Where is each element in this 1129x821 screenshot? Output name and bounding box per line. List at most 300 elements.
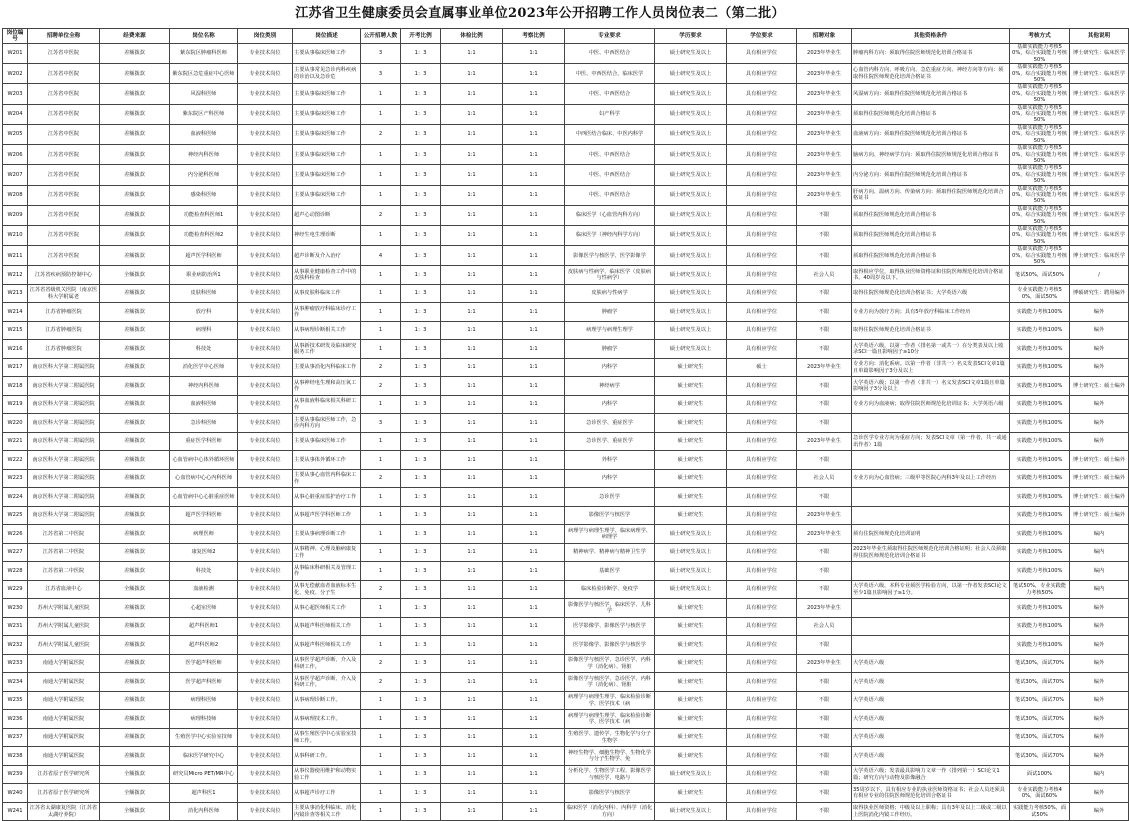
table-cell: 1：3: [401, 395, 441, 414]
table-row: [3, 451, 1129, 470]
table-cell: 差额拨款: [100, 395, 170, 414]
table-cell: 脑病方向、神经病学方向：须取得住院医师规范化培训合格证书: [852, 145, 1010, 165]
table-cell: 1:1: [441, 562, 503, 581]
table-cell: 大学英语六级: [852, 691, 1010, 710]
table-cell: 1：3: [401, 266, 441, 285]
table-cell: 硕士研究生及以上: [655, 145, 727, 165]
table-cell: W209: [3, 205, 28, 225]
table-cell: 具有相应学位: [727, 377, 797, 396]
table-cell: 差额拨款: [100, 321, 170, 340]
table-cell: 差额拨款: [100, 246, 170, 266]
table-cell: 内科学: [565, 395, 655, 414]
table-cell: 1:1: [503, 377, 565, 396]
table-cell: W216: [3, 340, 28, 359]
table-cell: 差额拨款: [100, 691, 170, 710]
table-cell: 1：3: [401, 654, 441, 673]
table-cell: 2: [361, 580, 401, 599]
table-row: [3, 358, 1129, 377]
table-cell: 1：3: [401, 358, 441, 377]
table-cell: 病理学与病理生理学、临床病理学、病理学: [565, 525, 655, 544]
table-cell: 心超室医师: [170, 599, 238, 618]
table-cell: 1: [361, 451, 401, 470]
table-cell: 1:1: [441, 377, 503, 396]
table-cell: 职业病防治所1: [170, 266, 238, 285]
table-cell: 1:1: [441, 543, 503, 562]
table-cell: 康复医师2: [170, 543, 238, 562]
table-cell: 1: [361, 747, 401, 766]
table-cell: 实践能力考核100%: [1010, 562, 1070, 581]
table-cell: 影像医学与核医学: [565, 784, 655, 803]
table-cell: 具有相应学位: [727, 488, 797, 507]
table-cell: 从事血液科临床相关科研工作: [293, 395, 361, 414]
table-cell: 急诊医学: [565, 488, 655, 507]
table-cell: 临床医学（心血管内科方向）: [565, 205, 655, 225]
table-cell: 1: [361, 802, 401, 821]
table-cell: 专业技术岗位: [238, 802, 293, 821]
table-cell: 具有相应学位: [727, 44, 797, 64]
table-cell: 影像医学与核医学、急诊医学、内科学（消化病）、肾脏: [565, 654, 655, 673]
table-cell: 内分泌科医师: [170, 165, 238, 185]
column-header: 学历要求: [655, 29, 727, 44]
table-cell: 差额拨款: [100, 710, 170, 729]
table-cell: 1：3: [401, 225, 441, 245]
table-cell: 编外: [1070, 710, 1129, 729]
table-cell: W237: [3, 728, 28, 747]
table-cell: 南京医科大学第二附属医院: [28, 506, 100, 525]
table-cell: 硕士研究生: [655, 636, 727, 655]
table-row: [3, 747, 1129, 766]
table-cell: 具有相应学位: [727, 765, 797, 784]
table-cell: W206: [3, 145, 28, 165]
column-header: 其他说明: [1070, 29, 1129, 44]
table-cell: 江苏省中医院: [28, 145, 100, 165]
table-cell: 1:1: [503, 414, 565, 433]
table-cell: 从事医学超声诊断、介入及科研工作。: [293, 673, 361, 692]
table-cell: 中医、中西医结合: [565, 165, 655, 185]
table-cell: 不限: [797, 414, 852, 433]
table-cell: 专业技术岗位: [238, 562, 293, 581]
table-cell: 专业技术岗位: [238, 617, 293, 636]
table-cell: 笔试30%，面试70%: [1010, 710, 1070, 729]
table-cell: 基础实践能力考核50%，综合实践能力考核50%: [1010, 246, 1070, 266]
table-cell: 专业技术岗位: [238, 64, 293, 84]
table-cell: 专业技术岗位: [238, 266, 293, 285]
table-cell: 1: [361, 303, 401, 322]
table-cell: W211: [3, 246, 28, 266]
table-cell: 笔试50%，面试50%: [1010, 266, 1070, 285]
table-cell: 差额拨款: [100, 145, 170, 165]
table-cell: 从事病理技术工作。: [293, 710, 361, 729]
table-cell: 实践能力考核100%: [1010, 525, 1070, 544]
table-cell: 差额拨款: [100, 506, 170, 525]
table-cell: 1:1: [441, 488, 503, 507]
table-cell: 1:1: [441, 784, 503, 803]
table-cell: 病理科技师: [170, 710, 238, 729]
table-cell: 心血管病中心心内科医师: [170, 469, 238, 488]
table-cell: [852, 414, 1010, 433]
table-cell: [852, 636, 1010, 655]
table-cell: 1：3: [401, 414, 441, 433]
table-row: [3, 673, 1129, 692]
table-cell: 1：3: [401, 488, 441, 507]
table-cell: 从事心超医师相关工作: [293, 599, 361, 618]
table-cell: 重症医学科医师: [170, 432, 238, 451]
table-cell: 功能检查科医师1: [170, 205, 238, 225]
table-cell: 1:1: [503, 469, 565, 488]
table-cell: 1：3: [401, 321, 441, 340]
table-cell: 研究员Micro PET/MR中心: [170, 765, 238, 784]
table-cell: 1:1: [503, 636, 565, 655]
table-cell: 差额拨款: [100, 636, 170, 655]
table-cell: 编外: [1070, 617, 1129, 636]
table-cell: 专业技术岗位: [238, 225, 293, 245]
table-cell: 2023年毕业生: [797, 84, 852, 104]
table-cell: 紫东院区产科医师: [170, 104, 238, 124]
table-cell: 1:1: [441, 673, 503, 692]
table-cell: 1：3: [401, 303, 441, 322]
table-cell: 专业实践能力考核50%，面试50%: [1010, 284, 1070, 303]
table-cell: 大学英语六级: [852, 710, 1010, 729]
table-cell: 专业技术岗位: [238, 303, 293, 322]
table-cell: 1：3: [401, 340, 441, 359]
table-cell: 硕士研究生: [655, 654, 727, 673]
table-cell: 从事神经电生理和高压氧工作: [293, 377, 361, 396]
table-cell: W232: [3, 636, 28, 655]
table-cell: 1：3: [401, 525, 441, 544]
table-cell: 1:1: [503, 84, 565, 104]
table-cell: 2023年毕业生: [797, 104, 852, 124]
table-cell: W234: [3, 673, 28, 692]
table-cell: 专业技术岗位: [238, 358, 293, 377]
table-cell: W236: [3, 710, 28, 729]
table-cell: W229: [3, 580, 28, 599]
table-cell: 2023年毕业生: [797, 358, 852, 377]
table-cell: W233: [3, 654, 28, 673]
table-cell: 须取得住院医师规范化培训合格证书: [852, 104, 1010, 124]
table-cell: 实践能力考核100%: [1010, 599, 1070, 618]
table-cell: 主要从事消化科临床、消化内镜诊查等相关工作: [293, 802, 361, 821]
table-cell: 感染科医师: [170, 185, 238, 205]
table-cell: 从事科研工作。: [293, 747, 361, 766]
table-cell: 1:1: [441, 145, 503, 165]
table-cell: 不限: [797, 303, 852, 322]
table-cell: 1:1: [441, 710, 503, 729]
table-cell: 博士研究生：临床医学: [1070, 124, 1129, 144]
table-cell: 1：3: [401, 185, 441, 205]
table-cell: 专业技术岗位: [238, 451, 293, 470]
table-cell: 江苏省疾病预防控制中心: [28, 266, 100, 285]
table-cell: 博士研究生：临床医学: [1070, 64, 1129, 84]
table-cell: 不限: [797, 636, 852, 655]
table-cell: 差额拨款: [100, 673, 170, 692]
table-cell: 博士研究生：临床医学: [1070, 84, 1129, 104]
table-cell: 硕士研究生: [655, 599, 727, 618]
table-cell: 实践能力考核100%: [1010, 617, 1070, 636]
table-cell: 紫东院区肿瘤科医师: [170, 44, 238, 64]
table-cell: 具有相应学位: [727, 525, 797, 544]
table-cell: 实践能力考核100%: [1010, 488, 1070, 507]
table-row: [3, 562, 1129, 581]
table-cell: 具有相应学位: [727, 165, 797, 185]
table-cell: 取得相应学位，取得执业医师资格证和住院医师规范化培训合格证书，40周岁及以下。: [852, 266, 1010, 285]
table-cell: 实践能力考核100%: [1010, 636, 1070, 655]
table-cell: 博硕研究生：聘用编外: [1070, 284, 1129, 303]
table-cell: 专业技术岗位: [238, 395, 293, 414]
table-row: [3, 784, 1129, 803]
table-cell: 博士研究生：硕士编外: [1070, 488, 1129, 507]
table-cell: 1：3: [401, 64, 441, 84]
table-cell: 1:1: [441, 104, 503, 124]
table-cell: 1：3: [401, 802, 441, 821]
table-cell: 编内: [1070, 580, 1129, 599]
table-cell: 1:1: [503, 395, 565, 414]
table-cell: 1:1: [503, 205, 565, 225]
table-cell: 1:1: [441, 432, 503, 451]
table-cell: 差额拨款: [100, 124, 170, 144]
table-row: [3, 340, 1129, 359]
table-cell: 苏州大学附属儿童医院: [28, 617, 100, 636]
table-cell: 1:1: [503, 525, 565, 544]
table-cell: 1：3: [401, 205, 441, 225]
table-cell: 具有相应学位: [727, 580, 797, 599]
table-cell: 大学英语六级；发表最具影响力文章一作（排列第一）SCI论文1篇；研究方向与动物及影像融合: [852, 765, 1010, 784]
table-cell: 不限: [797, 284, 852, 303]
table-cell: 差额拨款: [100, 488, 170, 507]
table-cell: 编内: [1070, 525, 1129, 544]
column-header: 经费来源: [100, 29, 170, 44]
table-cell: 2023年毕业生: [797, 432, 852, 451]
table-cell: W212: [3, 266, 28, 285]
table-cell: 中医、中西医结合: [565, 44, 655, 64]
table-cell: 具有相应学位: [727, 673, 797, 692]
table-cell: 1:1: [503, 185, 565, 205]
table-cell: 从事临床科研相关及管理工作: [293, 562, 361, 581]
table-cell: 超声科医师2: [170, 636, 238, 655]
table-cell: 南通大学附属医院: [28, 673, 100, 692]
table-cell: 1: [361, 784, 401, 803]
table-cell: 1:1: [503, 246, 565, 266]
table-cell: 从事新技术研发及临床研究服务工作: [293, 340, 361, 359]
table-row: [3, 84, 1129, 104]
table-cell: 1：3: [401, 246, 441, 266]
table-cell: 主要从事体外循环工作: [293, 451, 361, 470]
table-cell: 实践能力考核100%: [1010, 469, 1070, 488]
table-cell: 消化医学中心医师: [170, 358, 238, 377]
table-cell: 2: [361, 377, 401, 396]
table-cell: 神经生物学、细胞生物学、生物化学与分子生物学、免: [565, 747, 655, 766]
table-cell: 1:1: [503, 710, 565, 729]
table-cell: 硕士研究生及以上: [655, 246, 727, 266]
table-cell: 笔试30%，面试70%: [1010, 673, 1070, 692]
table-cell: 须取得住院医师规范化培训合格证书: [852, 205, 1010, 225]
table-cell: 肿瘤学: [565, 303, 655, 322]
table-cell: 主要从事临床医师工作: [293, 145, 361, 165]
table-row: [3, 710, 1129, 729]
table-cell: 中西医结合临床、中医内科学: [565, 124, 655, 144]
table-cell: 病理科: [170, 321, 238, 340]
table-cell: 编外: [1070, 691, 1129, 710]
table-cell: 江苏省原子医学研究所: [28, 784, 100, 803]
table-cell: 1: [361, 710, 401, 729]
table-cell: 1: [361, 145, 401, 165]
table-cell: 具有相应学位: [727, 246, 797, 266]
table-cell: 2: [361, 205, 401, 225]
table-cell: 1:1: [503, 104, 565, 124]
table-cell: 具有相应学位: [727, 599, 797, 618]
table-cell: 差额拨款: [100, 84, 170, 104]
table-cell: 从事病理诊断相关工作: [293, 321, 361, 340]
table-cell: 具有相应学位: [727, 321, 797, 340]
table-cell: 1:1: [441, 451, 503, 470]
table-cell: 专业技术岗位: [238, 691, 293, 710]
table-cell: 编外: [1070, 599, 1129, 618]
table-cell: 35周岁以下，具有相应专业的执业医师资格证书；社会人员还须具有相应专业的住院医师规范化培训合格证书: [852, 784, 1010, 803]
table-cell: 专业技术岗位: [238, 599, 293, 618]
table-cell: 博士研究生：临床医学: [1070, 225, 1129, 245]
table-cell: 具有相应学位: [727, 303, 797, 322]
table-cell: 不限: [797, 488, 852, 507]
table-cell: 1:1: [441, 691, 503, 710]
table-cell: 专业技术岗位: [238, 469, 293, 488]
table-cell: 实践能力考核100%: [1010, 340, 1070, 359]
table-cell: 专业技术岗位: [238, 728, 293, 747]
table-cell: 1: [361, 525, 401, 544]
table-row: [3, 395, 1129, 414]
column-header: 其他资格条件: [852, 29, 1010, 44]
table-cell: 专业方向为放疗方向；具有5年放疗科临床工作经历: [852, 303, 1010, 322]
table-cell: [852, 617, 1010, 636]
table-cell: 具有相应学位: [727, 747, 797, 766]
table-cell: 从事精神、心理及脑病康复工作: [293, 543, 361, 562]
table-cell: 南京医科大学第二附属医院: [28, 358, 100, 377]
table-cell: 功能检查科医师2: [170, 225, 238, 245]
table-cell: 1：3: [401, 432, 441, 451]
table-cell: 苏州大学附属儿童医院: [28, 599, 100, 618]
table-cell: 硕士研究生及以上: [655, 225, 727, 245]
table-cell: 1:1: [441, 802, 503, 821]
table-cell: 1：3: [401, 747, 441, 766]
table-cell: 1:1: [503, 728, 565, 747]
table-cell: 1：3: [401, 84, 441, 104]
column-header: 学位要求: [727, 29, 797, 44]
table-cell: 江苏省省级机关医院（南京医科大学附属老: [28, 284, 100, 303]
table-cell: 血液科医师: [170, 395, 238, 414]
table-cell: 不限: [797, 340, 852, 359]
table-cell: [852, 451, 1010, 470]
table-cell: 1:1: [503, 765, 565, 784]
table-header: [3, 29, 1129, 44]
table-cell: 差额拨款: [100, 185, 170, 205]
table-cell: 神经内科医师: [170, 145, 238, 165]
table-cell: 不限: [797, 580, 852, 599]
table-cell: 妇产科学: [565, 104, 655, 124]
table-cell: 博士研究生：临床医学: [1070, 205, 1129, 225]
table-row: [3, 599, 1129, 618]
table-cell: 1: [361, 165, 401, 185]
table-cell: 博士研究生：临床医学: [1070, 246, 1129, 266]
table-cell: 南通大学附属医院: [28, 654, 100, 673]
table-cell: 专业技术岗位: [238, 84, 293, 104]
table-cell: 南京医科大学第二附属医院: [28, 469, 100, 488]
table-cell: 神经生电生理诊断: [293, 225, 361, 245]
table-cell: 1: [361, 691, 401, 710]
table-cell: 专业技术岗位: [238, 377, 293, 396]
table-cell: 超声科医师1: [170, 617, 238, 636]
table-cell: 从事心脏重症监护治疗工作: [293, 488, 361, 507]
table-cell: 专业技术岗位: [238, 673, 293, 692]
table-cell: 超声心动图诊断: [293, 205, 361, 225]
table-cell: 医学超声科医师: [170, 654, 238, 673]
table-cell: 硕士研究生及以上: [655, 321, 727, 340]
table-cell: W230: [3, 599, 28, 618]
table-cell: 博士研究生：临床医学: [1070, 185, 1129, 205]
column-header: 招聘单位全称: [28, 29, 100, 44]
table-cell: [852, 506, 1010, 525]
table-cell: 南通大学附属医院: [28, 728, 100, 747]
table-cell: 差额拨款: [100, 165, 170, 185]
table-cell: 病理学与病理生理学、临床检验诊断学、医学技术（病: [565, 710, 655, 729]
table-cell: 差额拨款: [100, 469, 170, 488]
table-cell: 须有住院医师规范化培训证明: [852, 525, 1010, 544]
table-cell: 从事仪器使用维护和动物实验工作: [293, 765, 361, 784]
table-cell: 皮肤科医师: [170, 284, 238, 303]
table-row: [3, 124, 1129, 144]
table-cell: 血液科医师: [170, 124, 238, 144]
column-header: 开考比例: [401, 29, 441, 44]
table-cell: 编外: [1070, 654, 1129, 673]
table-cell: 基础实践能力考核50%，综合实践能力考核50%: [1010, 145, 1070, 165]
table-cell: 2: [361, 654, 401, 673]
table-cell: 江苏省中医院: [28, 64, 100, 84]
table-cell: 1:1: [441, 765, 503, 784]
table-cell: 硕士研究生及以上: [655, 284, 727, 303]
column-header: 岗位编号: [3, 29, 28, 44]
table-cell: 江苏省中医院: [28, 84, 100, 104]
table-cell: 血液病方向：须取得住院医师规范化培训合格证书: [852, 124, 1010, 144]
table-cell: 1: [361, 321, 401, 340]
table-cell: 差额拨款: [100, 599, 170, 618]
table-cell: 分析化学、生物医学工程、影像医学与核医学、电路与: [565, 765, 655, 784]
table-cell: 专业方向为心血管病；三级甲等医院心内科3年及以上工作经历: [852, 469, 1010, 488]
table-cell: 实践能力考核100%: [1010, 377, 1070, 396]
table-row: [3, 765, 1129, 784]
table-cell: 肝病方向、温病方向、传染病方向：须取得住院医师规范化培训合格证书: [852, 185, 1010, 205]
table-cell: 差额拨款: [100, 728, 170, 747]
table-cell: 硕士研究生及以上: [655, 44, 727, 64]
table-row: [3, 64, 1129, 84]
table-cell: 2023年毕业生: [797, 599, 852, 618]
table-cell: 具有相应学位: [727, 104, 797, 124]
table-cell: 1:1: [503, 654, 565, 673]
table-cell: 1：3: [401, 145, 441, 165]
table-cell: 江苏省中医院: [28, 205, 100, 225]
table-cell: 3: [361, 64, 401, 84]
table-cell: 编外: [1070, 802, 1129, 821]
table-cell: 大学英语六级: [852, 728, 1010, 747]
table-cell: 专业方向：消化系病。以第一作者（非共一）名义发表SCI文章1篇且单篇影响因子3分及以上: [852, 358, 1010, 377]
table-cell: 专业技术岗位: [238, 580, 293, 599]
table-cell: 主要从事临床医师工作: [293, 124, 361, 144]
table-row: [3, 246, 1129, 266]
table-cell: 1: [361, 543, 401, 562]
table-cell: 不限: [797, 377, 852, 396]
table-cell: 1:1: [503, 432, 565, 451]
table-cell: 从事皮肤科临床工作: [293, 284, 361, 303]
table-cell: 编外: [1070, 432, 1129, 451]
table-cell: 1:1: [503, 165, 565, 185]
table-cell: W205: [3, 124, 28, 144]
table-cell: 硕士研究生: [655, 710, 727, 729]
